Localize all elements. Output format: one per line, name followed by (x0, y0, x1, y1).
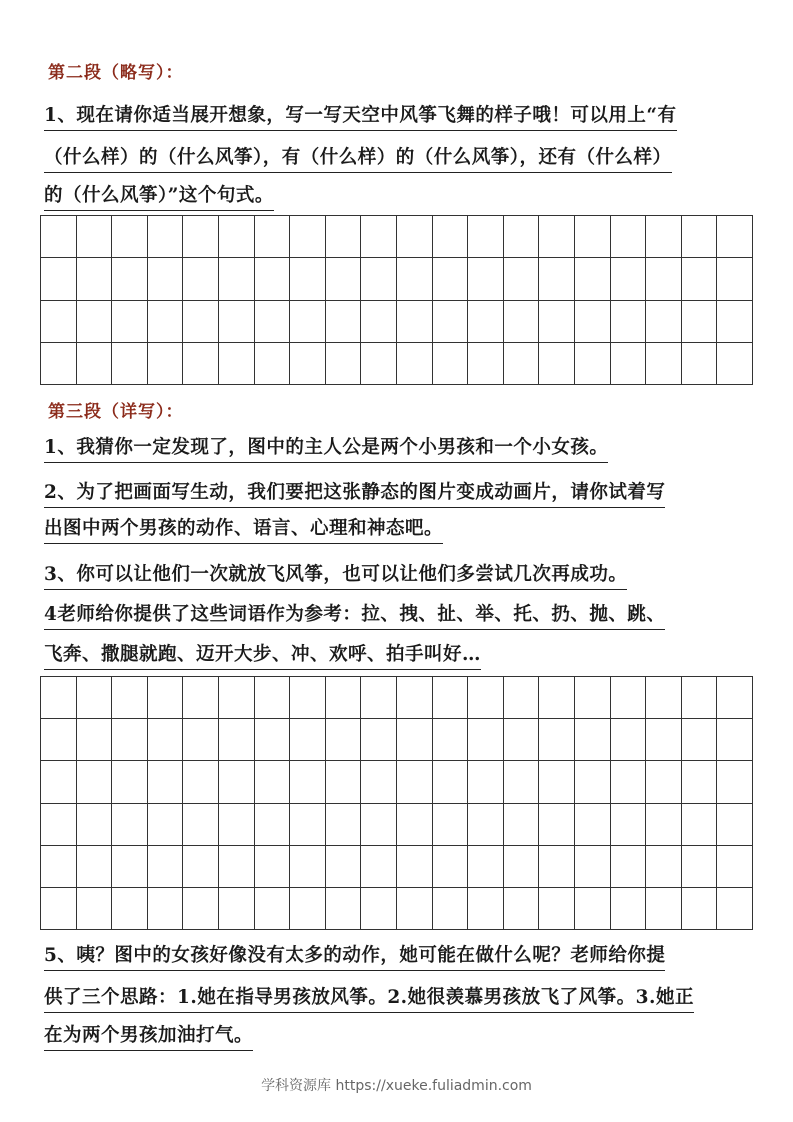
grid-cell[interactable] (717, 761, 753, 803)
grid-cell[interactable] (219, 258, 255, 300)
grid-cell[interactable] (717, 719, 753, 761)
grid-cell[interactable] (397, 719, 433, 761)
grid-cell[interactable] (611, 301, 647, 343)
grid-cell[interactable] (575, 804, 611, 846)
grid-cell[interactable] (255, 216, 291, 258)
grid-cell[interactable] (219, 677, 255, 719)
grid-cell[interactable] (397, 343, 433, 385)
grid-cell[interactable] (41, 761, 77, 803)
grid-cell[interactable] (326, 677, 362, 719)
grid-cell[interactable] (468, 888, 504, 930)
grid-cell[interactable] (682, 258, 718, 300)
grid-cell[interactable] (148, 804, 184, 846)
section2-heading: 第二段（略写）： (48, 63, 184, 83)
grid-cell[interactable] (183, 761, 219, 803)
grid-cell[interactable] (290, 677, 326, 719)
grid-cell[interactable] (41, 804, 77, 846)
grid-cell[interactable] (290, 761, 326, 803)
grid-cell[interactable] (290, 888, 326, 930)
grid-cell[interactable] (183, 888, 219, 930)
grid-cell[interactable] (575, 719, 611, 761)
grid-cell[interactable] (326, 343, 362, 385)
section2-line-1: 1、现在请你适当展开想象，写一写天空中风筝飞舞的样子哦！可以用上“有 (44, 101, 677, 131)
question5-line-1: 5、咦？图中的女孩好像没有太多的动作，她可能在做什么呢？老师给你提 (44, 941, 665, 971)
grid-cell[interactable] (41, 846, 77, 888)
grid-cell[interactable] (255, 258, 291, 300)
grid-cell[interactable] (361, 216, 397, 258)
section3-heading: 第三段（详写）： (48, 402, 184, 422)
grid-cell[interactable] (397, 888, 433, 930)
grid-cell[interactable] (539, 761, 575, 803)
grid-cell[interactable] (539, 258, 575, 300)
grid-cell[interactable] (255, 301, 291, 343)
grid-cell[interactable] (611, 846, 647, 888)
grid-cell[interactable] (575, 258, 611, 300)
grid-cell[interactable] (504, 719, 540, 761)
grid-cell[interactable] (575, 216, 611, 258)
grid-cell[interactable] (326, 258, 362, 300)
grid-cell[interactable] (183, 343, 219, 385)
grid-cell[interactable] (219, 888, 255, 930)
section3-line-2: 2、为了把画面写生动，我们要把这张静态的图片变成动画片，请你试着写 (44, 478, 665, 508)
grid-cell[interactable] (611, 343, 647, 385)
grid-cell[interactable] (682, 888, 718, 930)
grid-cell[interactable] (575, 343, 611, 385)
grid-cell[interactable] (326, 719, 362, 761)
grid-cell[interactable] (646, 761, 682, 803)
writing-grid-2[interactable] (40, 676, 753, 930)
grid-cell[interactable] (504, 677, 540, 719)
grid-cell[interactable] (717, 343, 753, 385)
grid-cell[interactable] (219, 846, 255, 888)
grid-cell[interactable] (575, 301, 611, 343)
grid-cell[interactable] (504, 846, 540, 888)
grid-cell[interactable] (433, 719, 469, 761)
grid-cell[interactable] (682, 804, 718, 846)
grid-cell[interactable] (361, 846, 397, 888)
grid-cell[interactable] (77, 719, 113, 761)
grid-cell[interactable] (41, 888, 77, 930)
grid-cell[interactable] (183, 719, 219, 761)
grid-cell[interactable] (433, 804, 469, 846)
grid-cell[interactable] (504, 258, 540, 300)
grid-cell[interactable] (468, 301, 504, 343)
grid-cell[interactable] (112, 216, 148, 258)
grid-cell[interactable] (148, 258, 184, 300)
grid-cell[interactable] (646, 216, 682, 258)
grid-cell[interactable] (468, 258, 504, 300)
grid-cell[interactable] (575, 846, 611, 888)
grid-cell[interactable] (77, 677, 113, 719)
grid-cell[interactable] (77, 258, 113, 300)
grid-cell[interactable] (433, 343, 469, 385)
grid-cell[interactable] (539, 301, 575, 343)
grid-cell[interactable] (112, 258, 148, 300)
grid-cell[interactable] (611, 258, 647, 300)
grid-cell[interactable] (255, 719, 291, 761)
grid-cell[interactable] (112, 343, 148, 385)
grid-cell[interactable] (41, 677, 77, 719)
grid-cell[interactable] (682, 343, 718, 385)
grid-cell[interactable] (326, 301, 362, 343)
grid-cell[interactable] (646, 719, 682, 761)
grid-cell[interactable] (77, 216, 113, 258)
grid-cell[interactable] (148, 677, 184, 719)
grid-cell[interactable] (468, 804, 504, 846)
grid-cell[interactable] (326, 761, 362, 803)
grid-cell[interactable] (77, 343, 113, 385)
grid-cell[interactable] (397, 761, 433, 803)
grid-cell[interactable] (361, 258, 397, 300)
section3-line-4: 3、你可以让他们一次就放飞风筝，也可以让他们多尝试几次再成功。 (44, 560, 627, 590)
grid-cell[interactable] (183, 804, 219, 846)
grid-cell[interactable] (219, 343, 255, 385)
section3-line-6: 飞奔、撒腿就跑、迈开大步、冲、欢呼、拍手叫好… (44, 640, 481, 670)
grid-cell[interactable] (148, 301, 184, 343)
grid-cell[interactable] (290, 343, 326, 385)
grid-cell[interactable] (539, 804, 575, 846)
grid-cell[interactable] (183, 301, 219, 343)
grid-cell[interactable] (539, 719, 575, 761)
grid-cell[interactable] (575, 761, 611, 803)
grid-cell[interactable] (646, 343, 682, 385)
grid-cell[interactable] (183, 258, 219, 300)
grid-cell[interactable] (112, 677, 148, 719)
grid-cell[interactable] (646, 258, 682, 300)
grid-cell[interactable] (326, 888, 362, 930)
grid-cell[interactable] (112, 719, 148, 761)
grid-cell[interactable] (41, 258, 77, 300)
grid-cell[interactable] (183, 677, 219, 719)
grid-cell[interactable] (41, 343, 77, 385)
writing-grid-1[interactable] (40, 215, 753, 385)
grid-cell[interactable] (255, 677, 291, 719)
grid-cell[interactable] (682, 719, 718, 761)
grid-cell[interactable] (433, 301, 469, 343)
grid-cell[interactable] (255, 804, 291, 846)
grid-cell[interactable] (41, 216, 77, 258)
section2-line-3: 的（什么风筝）”这个句式。 (44, 181, 274, 211)
grid-cell[interactable] (397, 216, 433, 258)
grid-cell[interactable] (77, 761, 113, 803)
grid-cell[interactable] (361, 761, 397, 803)
grid-cell[interactable] (219, 761, 255, 803)
grid-cell[interactable] (290, 719, 326, 761)
grid-cell[interactable] (646, 888, 682, 930)
grid-cell[interactable] (717, 888, 753, 930)
grid-cell[interactable] (504, 804, 540, 846)
grid-cell[interactable] (290, 846, 326, 888)
grid-cell[interactable] (646, 677, 682, 719)
grid-cell[interactable] (611, 677, 647, 719)
grid-cell[interactable] (717, 258, 753, 300)
question5-line-3: 在为两个男孩加油打气。 (44, 1021, 253, 1051)
grid-cell[interactable] (77, 846, 113, 888)
grid-cell[interactable] (41, 719, 77, 761)
footer-watermark: 学科资源库 https://xueke.fuliadmin.com (261, 1078, 532, 1094)
grid-cell[interactable] (112, 846, 148, 888)
grid-cell[interactable] (433, 677, 469, 719)
grid-cell[interactable] (539, 343, 575, 385)
grid-cell[interactable] (219, 301, 255, 343)
section3-line-5: 4老师给你提供了这些词语作为参考：拉、拽、扯、举、托、扔、抛、跳、 (44, 600, 665, 630)
section3-line-3: 出图中两个男孩的动作、语言、心理和神态吧。 (44, 514, 443, 544)
grid-cell[interactable] (539, 846, 575, 888)
grid-cell[interactable] (682, 677, 718, 719)
grid-cell[interactable] (504, 761, 540, 803)
grid-cell[interactable] (433, 216, 469, 258)
grid-cell[interactable] (682, 846, 718, 888)
grid-cell[interactable] (468, 719, 504, 761)
grid-cell[interactable] (717, 846, 753, 888)
grid-cell[interactable] (646, 804, 682, 846)
grid-cell[interactable] (468, 761, 504, 803)
grid-cell[interactable] (433, 846, 469, 888)
grid-cell[interactable] (611, 761, 647, 803)
grid-cell[interactable] (148, 888, 184, 930)
grid-cell[interactable] (575, 888, 611, 930)
grid-cell[interactable] (433, 888, 469, 930)
grid-cell[interactable] (539, 216, 575, 258)
grid-cell[interactable] (504, 301, 540, 343)
grid-cell[interactable] (397, 804, 433, 846)
grid-cell[interactable] (361, 677, 397, 719)
grid-cell[interactable] (682, 761, 718, 803)
grid-cell[interactable] (611, 888, 647, 930)
grid-cell[interactable] (361, 343, 397, 385)
grid-cell[interactable] (468, 343, 504, 385)
grid-cell[interactable] (361, 888, 397, 930)
section2-line-2: （什么样）的（什么风筝），有（什么样）的（什么风筝），还有（什么样） (44, 143, 672, 173)
grid-cell[interactable] (433, 761, 469, 803)
grid-cell[interactable] (504, 343, 540, 385)
grid-cell[interactable] (397, 846, 433, 888)
grid-cell[interactable] (183, 216, 219, 258)
grid-cell[interactable] (611, 804, 647, 846)
grid-cell[interactable] (112, 761, 148, 803)
grid-cell[interactable] (717, 804, 753, 846)
grid-cell[interactable] (77, 301, 113, 343)
grid-cell[interactable] (112, 804, 148, 846)
grid-cell[interactable] (504, 216, 540, 258)
grid-cell[interactable] (183, 846, 219, 888)
grid-cell[interactable] (148, 343, 184, 385)
grid-cell[interactable] (255, 888, 291, 930)
grid-cell[interactable] (682, 216, 718, 258)
grid-cell[interactable] (112, 888, 148, 930)
grid-cell[interactable] (290, 301, 326, 343)
grid-cell[interactable] (397, 258, 433, 300)
grid-cell[interactable] (682, 301, 718, 343)
grid-cell[interactable] (646, 846, 682, 888)
grid-cell[interactable] (326, 846, 362, 888)
grid-cell[interactable] (433, 258, 469, 300)
grid-cell[interactable] (575, 677, 611, 719)
grid-cell[interactable] (611, 719, 647, 761)
grid-cell[interactable] (468, 216, 504, 258)
grid-cell[interactable] (504, 888, 540, 930)
grid-cell[interactable] (148, 846, 184, 888)
grid-cell[interactable] (397, 301, 433, 343)
grid-cell[interactable] (148, 216, 184, 258)
grid-cell[interactable] (148, 761, 184, 803)
grid-cell[interactable] (539, 677, 575, 719)
grid-cell[interactable] (112, 301, 148, 343)
grid-cell[interactable] (361, 804, 397, 846)
grid-cell[interactable] (611, 216, 647, 258)
grid-cell[interactable] (290, 216, 326, 258)
grid-cell[interactable] (219, 804, 255, 846)
section3-line-1: 1、我猜你一定发现了，图中的主人公是两个小男孩和一个小女孩。 (44, 433, 608, 463)
question5-line-2: 供了三个思路：1.她在指导男孩放风筝。2.她很羡慕男孩放飞了风筝。3.她正 (44, 983, 694, 1013)
grid-cell[interactable] (148, 719, 184, 761)
grid-cell[interactable] (397, 677, 433, 719)
grid-cell[interactable] (361, 719, 397, 761)
grid-cell[interactable] (219, 216, 255, 258)
grid-cell[interactable] (77, 888, 113, 930)
grid-cell[interactable] (219, 719, 255, 761)
grid-cell[interactable] (255, 343, 291, 385)
grid-cell[interactable] (290, 804, 326, 846)
grid-cell[interactable] (539, 888, 575, 930)
grid-cell[interactable] (361, 301, 397, 343)
grid-cell[interactable] (717, 677, 753, 719)
grid-cell[interactable] (77, 804, 113, 846)
grid-cell[interactable] (646, 301, 682, 343)
grid-cell[interactable] (41, 301, 77, 343)
grid-cell[interactable] (468, 846, 504, 888)
grid-cell[interactable] (255, 846, 291, 888)
grid-cell[interactable] (326, 216, 362, 258)
grid-cell[interactable] (326, 804, 362, 846)
grid-cell[interactable] (717, 301, 753, 343)
grid-cell[interactable] (468, 677, 504, 719)
grid-cell[interactable] (290, 258, 326, 300)
grid-cell[interactable] (717, 216, 753, 258)
grid-cell[interactable] (255, 761, 291, 803)
